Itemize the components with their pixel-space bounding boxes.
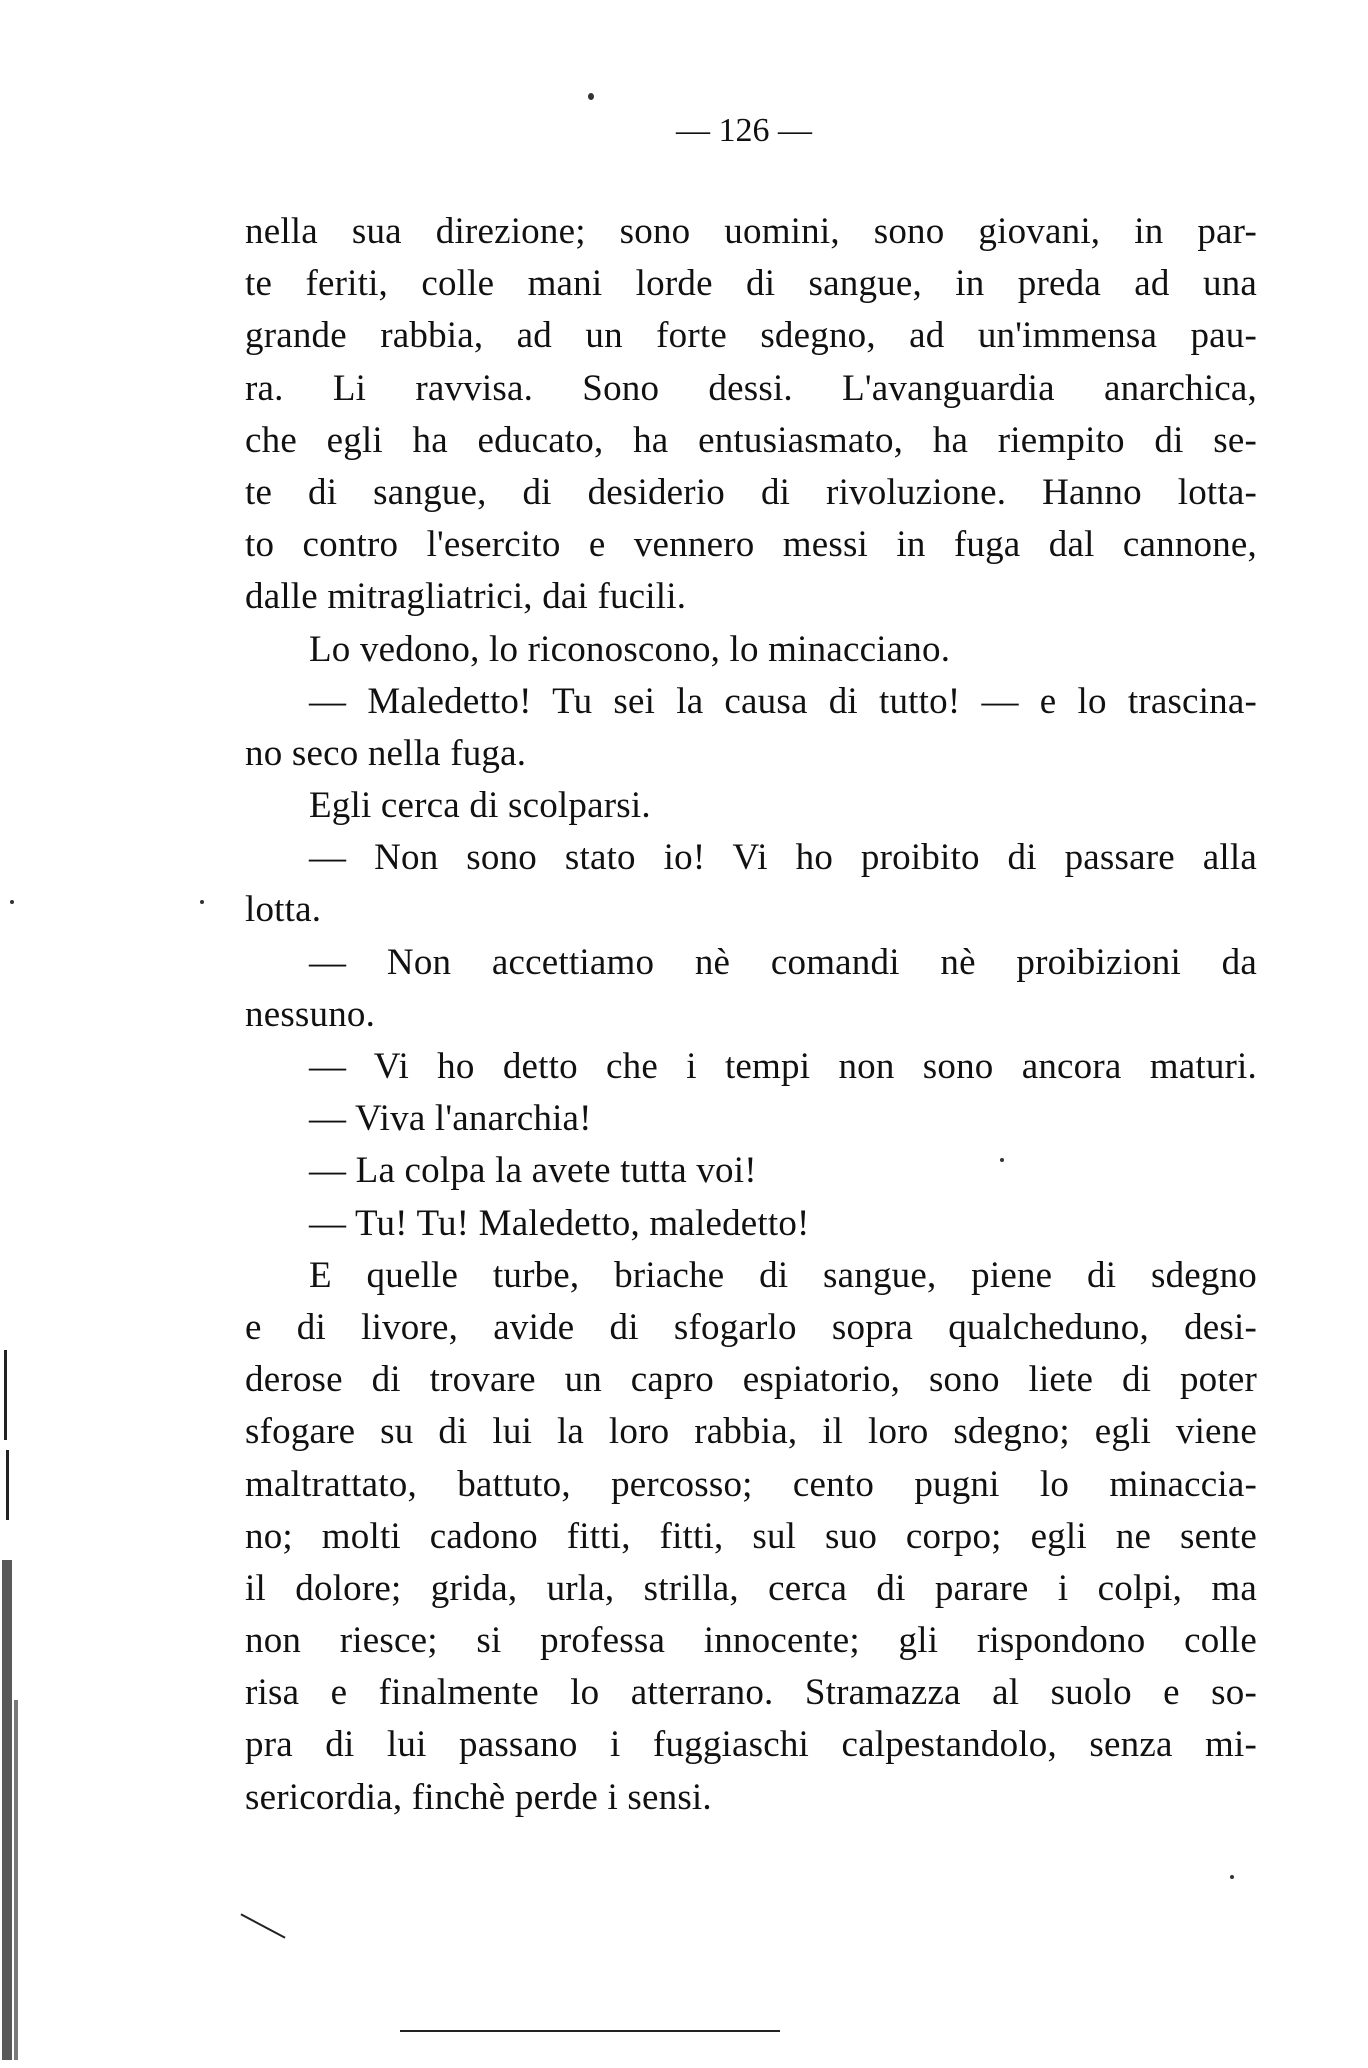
text-line: maltrattato, battuto, percosso; cento pugni lo minaccia- [245,1463,1257,1505]
scan-bottom-line [400,2030,780,2032]
page-number: — 126 — [676,112,812,149]
text-line: derose di trovare un capro espiatorio, sono liete di poter [245,1359,1257,1401]
text-line: il dolore; grida, urla, strilla, cerca di parare i colpi, ma [245,1567,1257,1609]
text-line: e di livore, avide di sfogarlo sopra qualcheduno, desi- [245,1306,1257,1348]
scan-speck [200,900,204,904]
scan-speck [1000,1158,1004,1162]
scan-speck [1230,1875,1234,1879]
text-line: grande rabbia, ad un forte sdegno, ad un'immensa pau- [245,315,1257,357]
text-line: pra di lui passano i fuggiaschi calpestandolo, senza mi- [245,1724,1257,1766]
text-line: no; molti cadono fitti, fitti, sul suo corpo; egli ne sente [245,1515,1257,1557]
text-line: ra. Li ravvisa. Sono dessi. L'avanguardia anarchica, [245,367,1257,409]
text-line: sfogare su di lui la loro rabbia, il loro sdegno; egli viene [245,1411,1257,1453]
text-line: — Maledetto! Tu sei la causa di tutto! — e lo trascina- [309,680,1257,722]
text-line: — La colpa la avete tutta voi! [309,1150,757,1192]
scan-speck [588,93,594,100]
scan-edge-mark [6,1450,9,1520]
text-line: dalle mitragliatrici, dai fucili. [245,576,687,618]
text-line: nessuno. [245,993,376,1035]
scan-edge-mark [14,1700,18,2060]
scan-edge-mark [2,1560,12,2060]
scan-speck [10,900,14,904]
text-line: nella sua direzione; sono uomini, sono giovani, in par- [245,211,1257,252]
scan-stroke [240,1913,285,1938]
text-line: — Non accettiamo nè comandi nè proibizioni da [309,941,1257,983]
text-line: te feriti, colle mani lorde di sangue, in preda ad una [245,263,1257,305]
text-line: te di sangue, di desiderio di rivoluzione. Hanno lotta- [245,471,1257,513]
text-line: — Vi ho detto che i tempi non sono ancora maturi. [309,1046,1257,1087]
text-line: — Tu! Tu! Maledetto, maledetto! [309,1202,810,1244]
text-line: non riesce; si professa innocente; gli rispondono colle [245,1620,1257,1662]
text-line: no seco nella fuga. [245,732,527,774]
text-line: sericordia, finchè perde i sensi. [245,1776,712,1818]
text-line: lotta. [245,889,322,931]
text-line: che egli ha educato, ha entusiasmato, ha riempito di se- [245,419,1257,461]
scan-edge-mark [4,1350,7,1440]
text-line: — Viva l'anarchia! [309,1098,592,1140]
text-line: Egli cerca di scolparsi. [309,785,651,827]
text-line: — Non sono stato io! Vi ho proibito di passare alla [309,837,1257,879]
text-line: E quelle turbe, briache di sangue, piene di sdegno [309,1254,1257,1296]
text-line: Lo vedono, lo riconoscono, lo minacciano. [309,628,951,670]
text-line: risa e finalmente lo atterrano. Stramazza al suolo e so- [245,1672,1257,1714]
text-line: to contro l'esercito e vennero messi in fuga dal cannone, [245,524,1257,566]
body-text [245,206,1257,1824]
